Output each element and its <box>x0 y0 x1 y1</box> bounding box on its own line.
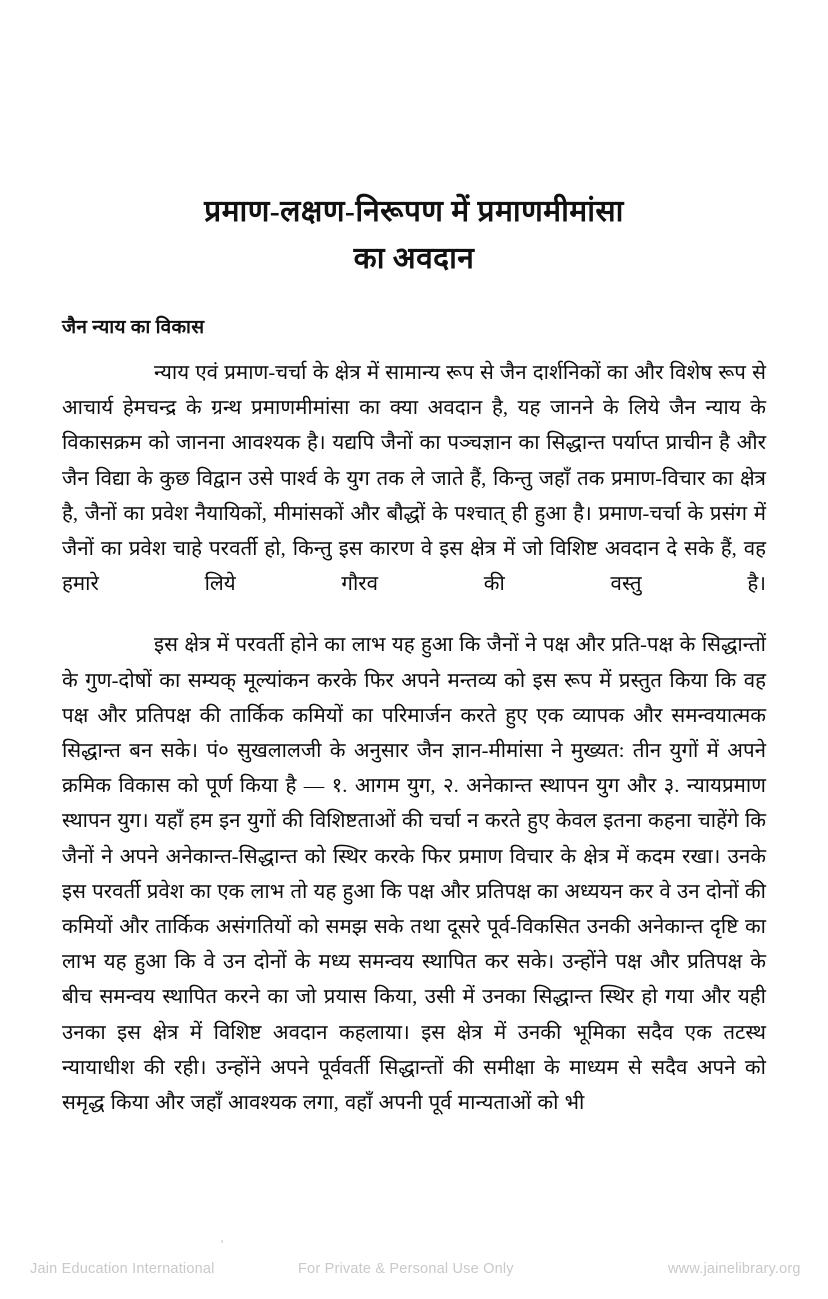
page-title <box>0 188 828 282</box>
body-text-column <box>62 356 766 1121</box>
page-footer <box>0 1258 828 1280</box>
page-title-line-2: का अवदान <box>353 242 475 275</box>
scan-artifact-speck <box>221 1240 223 1243</box>
paragraph-2 <box>62 628 766 1121</box>
page-title-line-1: प्रमाण-लक्षण-निरूपण में प्रमाणमीमांसा <box>204 195 624 228</box>
footer-usage-notice: For Private & Personal Use Only <box>298 1261 514 1277</box>
paragraph-1-text: न्याय एवं प्रमाण-चर्चा के क्षेत्र में सामान्य रूप से जैन दार्शनिकों का और विशेष रूप से आचार्य हेमचन्द्र के ग्रन्थ प्रमाणमीमांसा का क्या अवदान है, यह जानने के लिये जैन न्याय के विकासक्रम को जानना आवश्यक है। यद्यपि जैनों का पञ्चज्ञान का सिद्धान्त पर्याप्त प्राचीन है और जैन विद्या के कुछ विद्वान उसे पार्श्व के युग तक ले जाते हैं, किन्तु जहाँ तक प्रमाण-विचार का क्षेत्र है, जैनों का प्रवेश नैयायिकों, मीमांसकों और बौद्धों के पश्चात् ही हुआ है। प्रमाण-चर्चा के प्रसंग में जैनों का प्रवेश चाहे परवर्ती हो, किन्तु इस कारण वे इस क्षेत्र में जो विशिष्ट अवदान दे सके हैं, वह हमारे लिये गौरव की वस्तु है। <box>62 362 766 596</box>
footer-organization: Jain Education International <box>30 1261 215 1277</box>
footer-website-url[interactable]: www.jainelibrary.org <box>668 1261 801 1277</box>
section-subheading: जैन न्याय का विकास <box>62 317 205 338</box>
paragraph-1 <box>62 356 766 602</box>
paragraph-2-text: इस क्षेत्र में परवर्ती होने का लाभ यह हुआ कि जैनों ने पक्ष और प्रति-पक्ष के सिद्धान्तों के गुण-दोषों का सम्यक् मूल्यांकन करके फिर अपने मन्तव्य को इस रूप में प्रस्तुत किया कि वह पक्ष और प्रतिपक्ष की तार्किक कमियों का परिमार्जन करते हुए एक व्यापक और समन्वयात्मक सिद्धान्त बन सके। पं० सुखलालजी के अनुसार जैन ज्ञान-मीमांसा ने मुख्यत: तीन युगों में अपने क्रमिक विकास को पूर्ण किया है — १. आगम युग, २. अनेकान्त स्थापन युग और ३. न्यायप्रमाण स्थापन युग। यहाँ हम इन युगों की विशिष्टताओं की चर्चा न करते हुए केवल इतना कहना चाहेंगे कि जैनों ने अपने अनेकान्त-सिद्धान्त को स्थिर करके फिर प्रमाण विचार के क्षेत्र में कदम रखा। उनके इस परवर्ती प्रवेश का एक लाभ तो यह हुआ कि पक्ष और प्रतिपक्ष का अध्ययन कर वे उन दोनों की कमियों और तार्किक असंगतियों को समझ सके तथा दूसरे पूर्व-विकसित उनकी अनेकान्त दृष्टि का लाभ यह हुआ कि वे उन दोनों के मध्य समन्वय स्थापित कर सके। उन्होंने पक्ष और प्रतिपक्ष के बीच समन्वय स्थापित करने का जो प्रयास किया, उसी में उनका सिद्धान्त स्थिर हो गया और यही उनका इस क्षेत्र में विशिष्ट अवदान कहलाया। इस क्षेत्र में उनकी भूमिका सदैव एक तटस्थ न्यायाधीश की रही। उन्होंने अपने पूर्ववर्ती सिद्धान्तों की समीक्षा के माध्यम से सदैव अपने को समृद्ध किया और जहाँ आवश्यक लगा, वहाँ अपनी पूर्व मान्यताओं को भी <box>62 634 766 1115</box>
